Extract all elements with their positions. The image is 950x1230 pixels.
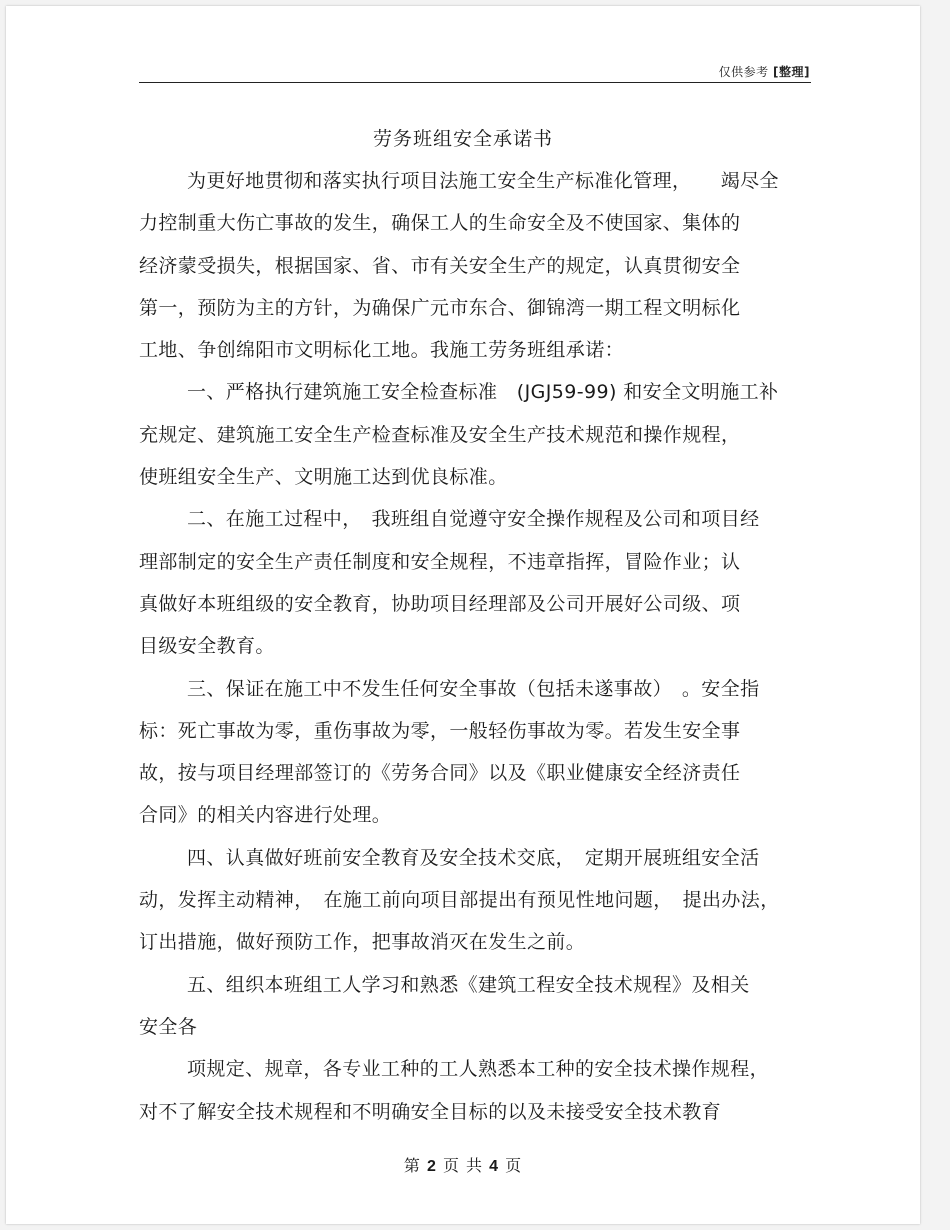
body-line: 动，发挥主动精神， 在施工前向项目部提出有预见性地问题， 提出办法，: [139, 889, 780, 912]
body-line: 安全各: [139, 1015, 198, 1038]
body-line: 一、严格执行建筑施工安全检查标准 (JGJ59-99) 和安全文明施工补: [187, 381, 779, 404]
header-note: [719, 63, 810, 80]
footer-middle: 页 共: [442, 1156, 484, 1175]
body-line: 经济蒙受损失，根据国家、省、市有关安全生产的规定，认真贯彻安全: [139, 254, 741, 277]
body-line: 使班组安全生产、文明施工达到优良标准。: [139, 466, 508, 489]
body-line: 为更好地贯彻和落实执行项目法施工安全生产标准化管理， 竭尽全: [187, 170, 779, 192]
document-body: [139, 160, 819, 1133]
document-page: [6, 6, 920, 1224]
page-footer: [6, 1153, 920, 1176]
body-line: 目级安全教育。: [139, 635, 275, 658]
header-rule: [139, 82, 811, 83]
footer-total-pages: 4: [489, 1158, 500, 1175]
body-line: 三、保证在施工中不发生任何安全事故（包括未遂事故） 。安全指: [187, 677, 760, 700]
document-title: 劳务班组安全承诺书: [372, 128, 553, 150]
body-line: 理部制定的安全生产责任制度和安全规程，不违章指挥，冒险作业；认: [139, 550, 741, 573]
footer-suffix: 页: [505, 1156, 523, 1175]
body-line: 四、认真做好班前安全教育及安全技术交底， 定期开展班组安全活: [187, 846, 760, 869]
header-note-text: 仅供参考: [718, 65, 769, 79]
body-line: 二、在施工过程中， 我班组自觉遵守安全操作规程及公司和项目经: [187, 508, 760, 531]
header-tag: [整理]: [773, 65, 810, 79]
body-line: 合同》的相关内容进行处理。: [139, 804, 392, 827]
body-line: 第一，预防为主的方针，为确保广元市东合、御锦湾一期工程文明标化: [139, 296, 741, 319]
footer-prefix: 第: [403, 1156, 421, 1175]
body-line: 故，按与项目经理部签订的《劳务合同》以及《职业健康安全经济责任: [139, 762, 741, 785]
body-line: 订出措施，做好预防工作，把事故消灭在发生之前。: [139, 931, 586, 954]
body-line: 对不了解安全技术规程和不明确安全目标的以及未接受安全技术教育: [139, 1100, 722, 1123]
body-line: 五、组织本班组工人学习和熟悉《建筑工程安全技术规程》及相关: [187, 973, 750, 996]
body-line: 标：死亡事故为零，重伤事故为零，一般轻伤事故为零。若发生安全事: [139, 719, 741, 742]
body-line: 充规定、建筑施工安全生产检查标准及安全生产技术规范和操作规程，: [139, 423, 741, 446]
footer-page-number: 2: [426, 1158, 437, 1175]
body-line: 力控制重大伤亡事故的发生，确保工人的生命安全及不使国家、集体的: [139, 212, 741, 235]
body-line: 项规定、规章，各专业工种的工人熟悉本工种的安全技术操作规程，: [187, 1058, 770, 1081]
body-line: 工地、争创绵阳市文明标化工地。我施工劳务班组承诺：: [139, 339, 625, 362]
body-line: 真做好本班组级的安全教育，协助项目经理部及公司开展好公司级、项: [139, 592, 741, 615]
